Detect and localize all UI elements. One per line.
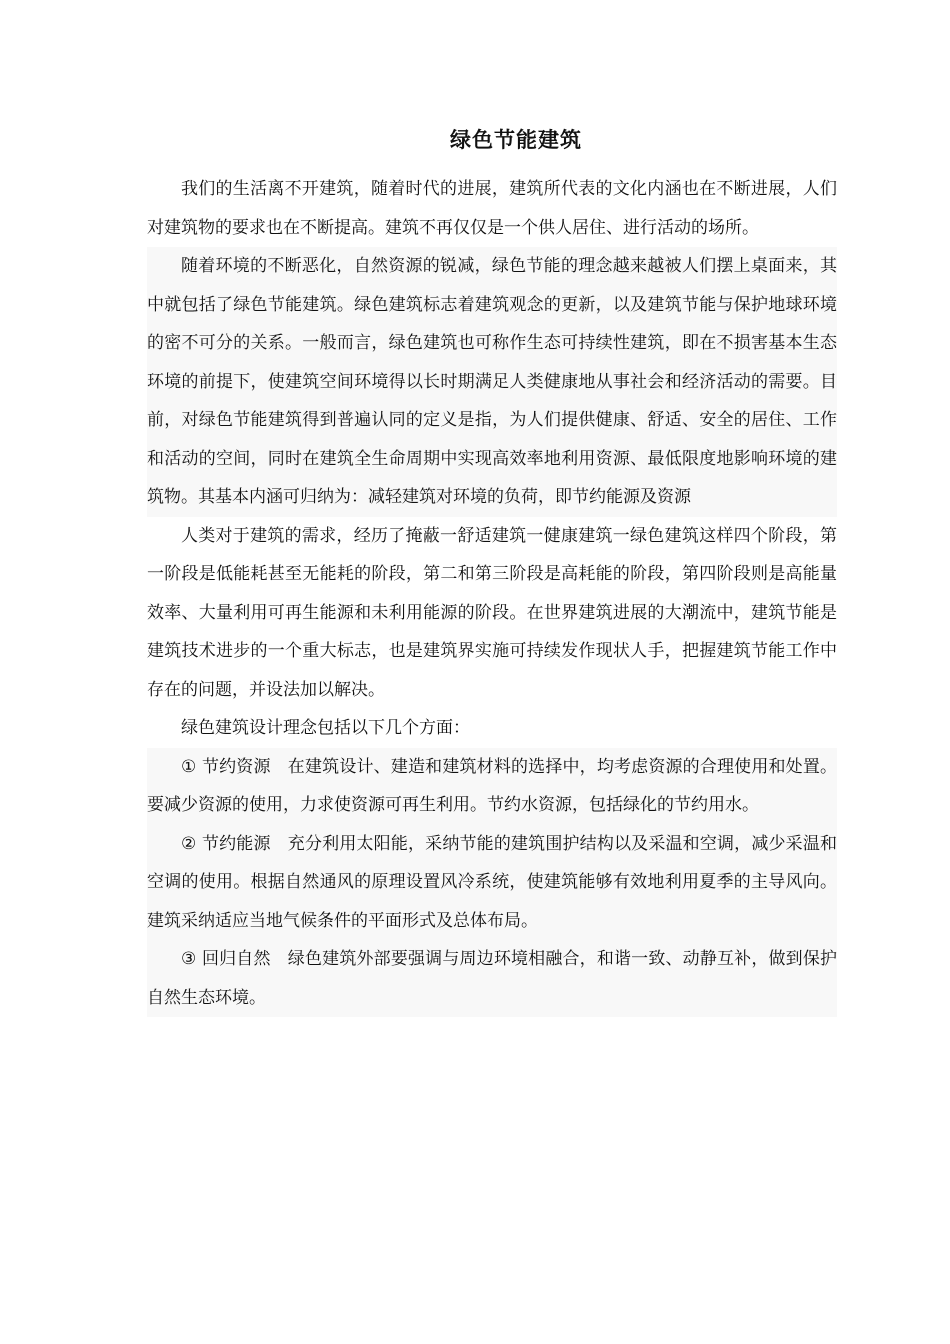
- document-title: 绿色节能建筑: [450, 128, 582, 152]
- paragraph-definition: 随着环境的不断恶化，自然资源的锐减，绿色节能的理念越来越被人们摆上桌面来，其中就包括了绿色节能建筑。绿色建筑标志着建筑观念的更新，以及建筑节能与保护地球环境的密不可分的关系。一般而言，绿色建筑也可称作生态可持续性建筑，即在不损害基本生态环境的前提下，使建筑空间环境得以长时期满足人类健康地从事社会和经济活动的需要。目前，对绿色节能建筑得到普遍认同的定义是指，为人们提供健康、舒适、安全的居住、工作和活动的空间，同时在建筑全生命周期中实现高效率地利用资源、最低限度地影响环境的建筑物。其基本内涵可归纳为：减轻建筑对环境的负荷，即节约能源及资源: [147, 247, 837, 517]
- paragraph-stages: 人类对于建筑的需求，经历了掩蔽一舒适建筑一健康建筑一绿色建筑这样四个阶段，第一阶段是低能耗甚至无能耗的阶段，第二和第三阶段是高耗能的阶段，第四阶段则是高能量效率、大量利用可再生能源和未利用能源的阶段。在世界建筑进展的大潮流中，建筑节能是建筑技术进步的一个重大标志，也是建筑界实施可持续发作现状人手，把握建筑节能工作中存在的问题，并设法加以解决。: [147, 525, 837, 700]
- paragraph-save-energy: ② 节约能源 充分利用太阳能，采纳节能的建筑围护结构以及采温和空调，减少采温和空调的使用。根据自然通风的原理设置风冷系统，使建筑能够有效地利用夏季的主导风向。建筑采纳适应当地气候条件的平面形式及总体布局。: [147, 825, 837, 941]
- paragraph-concepts-heading: 绿色建筑设计理念包括以下几个方面：: [181, 718, 470, 738]
- document-body: [147, 170, 837, 1017]
- paragraph-save-resources: ① 节约资源 在建筑设计、建造和建筑材料的选择中，均考虑资源的合理使用和处置。要减少资源的使用，力求使资源可再生利用。节约水资源，包括绿化的节约用水。: [147, 748, 837, 825]
- paragraph-intro: 我们的生活离不开建筑，随着时代的进展，建筑所代表的文化内涵也在不断进展，人们对建筑物的要求也在不断提高。建筑不再仅仅是一个供人居住、进行活动的场所。: [147, 179, 837, 238]
- paragraph-return-nature: ③ 回归自然 绿色建筑外部要强调与周边环境相融合，和谐一致、动静互补，做到保护自然生态环境。: [147, 940, 837, 1017]
